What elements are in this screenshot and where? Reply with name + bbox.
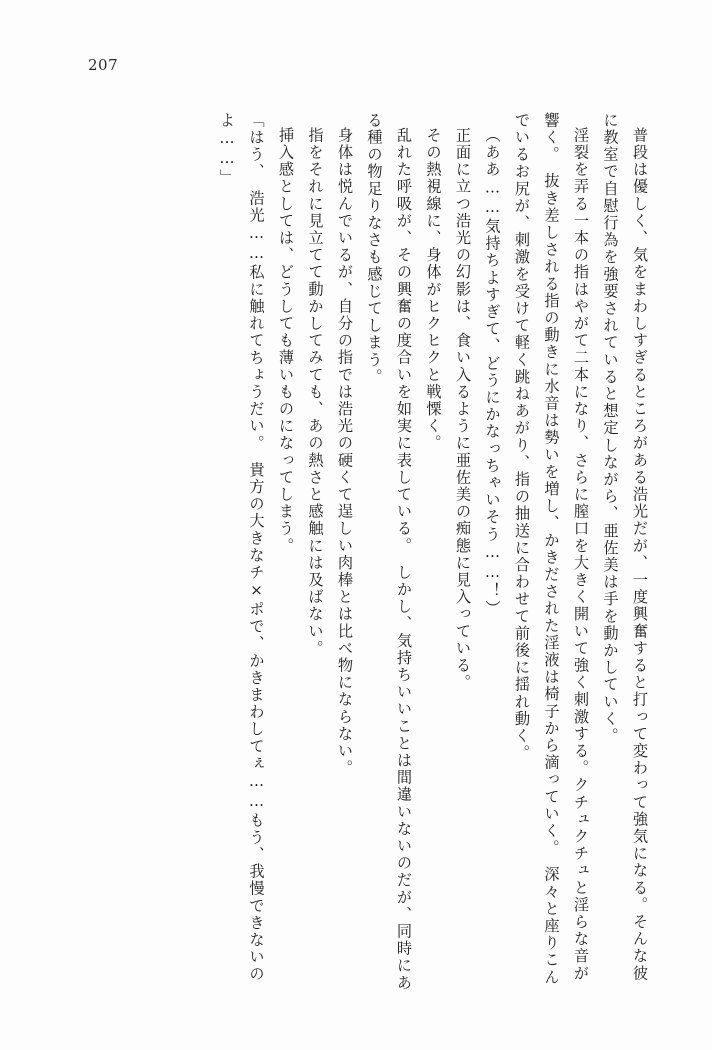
paragraph: 身体は悦んでいるが、自分の指では浩光の硬くて逞しい肉棒とは比べ物にならない。 xyxy=(336,127,354,777)
page-body-text xyxy=(60,112,654,992)
paragraph: 乱れた呼吸が、その興奮の度合いを如実に表している。 しかし、気持ちいいことは間違いないのだが、同時にある種の物足りなさも感じてしまう。 xyxy=(365,112,413,992)
page-number: 207 xyxy=(88,56,119,74)
paragraph: 挿入感としては、どうしても薄いものになってしまう。 xyxy=(277,127,295,555)
paragraph-dialogue: 「はう、 浩光……私に触れてちょうだい。 貴方の大きなチ×ポで、かきまわしてぇ……もう、我慢できないのよ……」 xyxy=(218,112,266,983)
paragraph: 指をそれに見立てて動かしてみても、あの熱さと感触には及ばない。 xyxy=(306,127,325,658)
paragraph: 淫裂を弄る一本の指はやがて二本になり、さらに膣口を大きく開いて強く刺激する。クチュクチュと淫らな音が響く。 抜き差しされる指の動きに水音は勢いを増し、かきだされた淫液は椅子から滴っていく。 深々と座りこんでいるお尻が、刺激を受けて軽く跳ねあがり、指の抽送に合わせて前後に揺れ動く。 xyxy=(513,112,590,986)
paragraph: （ああ……気持ちよすぎて、どうにかなっちゃいそう……！） xyxy=(483,127,502,618)
paragraph: その熱視線に、身体がヒクヒクと戦慄く。 xyxy=(424,127,443,453)
paragraph: 正面に立つ浩光の幻影は、食い入るように亜佐美の痴態に見入っている。 xyxy=(454,127,472,692)
paragraph: 普段は優しく、気をまわしすぎるところがある浩光だが、一度興奮すると打って変わって強気になる。そんな彼に教室で自慰行為を強要されていると想定しながら、亜佐美は手を動かしていく。 xyxy=(601,112,649,983)
